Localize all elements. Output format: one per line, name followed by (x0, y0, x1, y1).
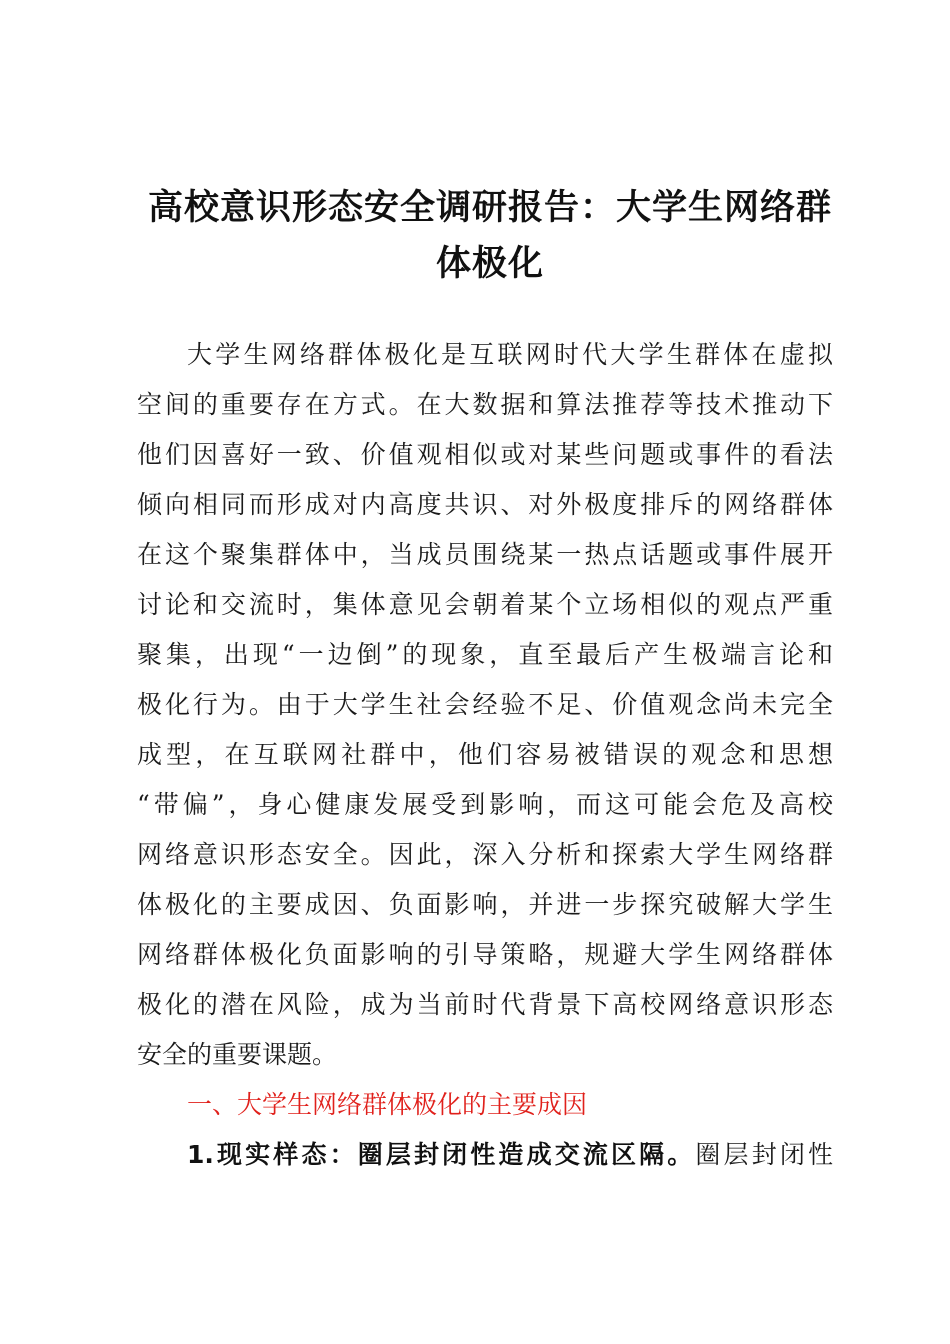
paragraph-line-8: 极化行为。由于大学生社会经验不足、价值观念尚未完全 (137, 690, 833, 719)
intro-paragraph (137, 330, 833, 1080)
subsection-title: 1.现实样态：圈层封闭性造成交流区隔。 (187, 1140, 696, 1169)
paragraph-line-3: 他们因喜好一致、价值观相似或对某些问题或事件的看法 (137, 440, 833, 469)
title-line-2: 体极化 (435, 244, 544, 284)
document-body (137, 330, 833, 1180)
paragraph-line-5: 在这个聚集群体中，当成员围绕某一热点话题或事件展开 (137, 540, 833, 569)
paragraph-line-13: 网络群体极化负面影响的引导策略，规避大学生网络群体 (137, 940, 833, 969)
section-heading: 一、大学生网络群体极化的主要成因 (187, 1090, 588, 1119)
paragraph-line-12: 体极化的主要成因、负面影响，并进一步探究破解大学生 (137, 890, 833, 919)
document-title (125, 180, 855, 292)
paragraph-line-14: 极化的潜在风险，成为当前时代背景下高校网络意识形态 (137, 990, 833, 1019)
paragraph-line-4: 倾向相同而形成对内高度共识、对外极度排斥的网络群体 (137, 490, 833, 519)
paragraph-line-2: 空间的重要存在方式。在大数据和算法推荐等技术推动下 (137, 390, 833, 419)
paragraph-line-6: 讨论和交流时，集体意见会朝着某个立场相似的观点严重 (137, 590, 833, 619)
paragraph-line-10: “带偏”，身心健康发展受到影响，而这可能会危及高校 (137, 790, 833, 819)
title-line-1: 高校意识形态安全调研报告：大学生网络群 (147, 188, 832, 228)
paragraph-line-1: 大学生网络群体极化是互联网时代大学生群体在虚拟 (187, 340, 833, 369)
subsection-line (137, 1130, 833, 1180)
paragraph-line-7: 聚集，出现“一边倒”的现象，直至最后产生极端言论和 (137, 640, 833, 669)
paragraph-line-11: 网络意识形态安全。因此，深入分析和探索大学生网络群 (137, 840, 833, 869)
subsection-text: 圈层封闭性 (695, 1140, 833, 1169)
paragraph-line-9: 成型，在互联网社群中，他们容易被错误的观念和思想 (137, 740, 833, 769)
paragraph-line-15: 安全的重要课题。 (137, 1040, 338, 1069)
